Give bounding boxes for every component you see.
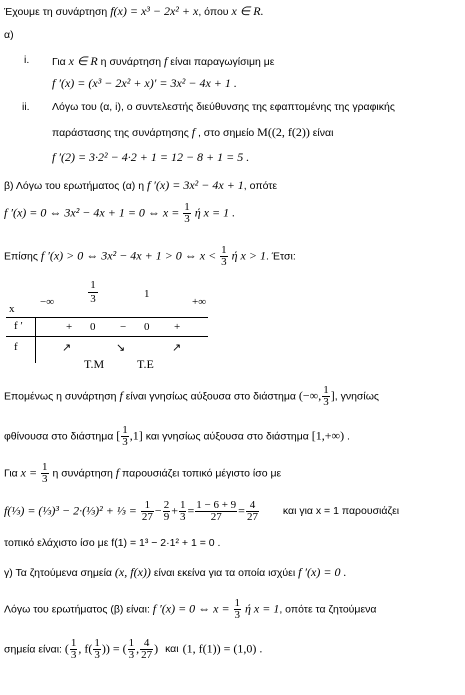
minimum-line: τοπικό ελάχιστο ίσο με f(1) = 1³ − 2·1² + 1 = 0 .: [4, 537, 221, 549]
item-ii-number: ii.: [22, 101, 30, 113]
sign-positive-1: +: [66, 321, 73, 333]
monotonic-line-1: Επομένως η συνάρτηση f είναι γνησίως αύξουσα στο διάστημα (−∞, $\frac{1}{3}$ ], γνησίως: [4, 384, 379, 408]
local-max-label: Τ.Μ: [84, 357, 105, 371]
fraction-one-third: $\frac{1}{3}$: [221, 244, 227, 268]
x-label: x: [9, 303, 15, 315]
part-c-line-1: γ) Τα ζητούμενα σημεία (x, f(x)) είναι εκείνα για τα οποία ισχύει f ′(x) = 0 .: [4, 565, 347, 579]
arrow-down-icon: ↘: [116, 342, 126, 354]
critical-point-one-third: 1 3: [88, 279, 98, 306]
item-ii-text-1: Λόγω του (α, i), ο συντελεστής διεύθυνσης της εφαπτομένης της γραφικής: [52, 101, 395, 113]
intro-line: [4, 4, 264, 19]
fraction-one-third: $\frac{1}{3}$: [184, 201, 190, 225]
sign-inequality: Επίσης f ′(x) > 0 ⇔ 3x² − 4x + 1 > 0 ⇔ x < $\frac{1}{3}$ ή x > 1. Έτσι:: [4, 244, 296, 268]
monotonic-line-2: φθίνουσα στο διάστημα [ $\frac{1}{3}$ ,1] και γνησίως αύξουσα στο διάστημα [1,+∞) .: [4, 424, 350, 448]
roots-equation: f ′(x) = 0 ⇔ 3x² − 4x + 1 = 0 ⇔ x = $\frac{1}{3}$ ή x = 1 .: [4, 201, 236, 225]
table-row-line: [6, 336, 208, 337]
intro-text: Έχουμε τη συνάρτηση: [4, 6, 111, 18]
part-a-label: α): [4, 29, 14, 41]
domain: x ∈ R.: [231, 4, 264, 18]
maximum-calculation: f(⅓) = (⅓)³ − 2·(⅓)² + ⅓ = $\frac{1}{27}$ − $\frac{2}{9}$ + $\frac{1}{3}$ = $\frac{1 - 6 + 9}{27}$ = $\frac{4}{27}$ και για x = 1 παρουσιάζει: [4, 499, 400, 523]
local-min-label: Τ.Ε: [137, 357, 154, 371]
function-def: f(x) = x³ − 2x² + x: [110, 4, 199, 18]
fraction-one-third: $\frac{1}{3}$: [42, 461, 48, 485]
f-label: f: [14, 341, 18, 353]
item-i-number: i.: [24, 54, 30, 66]
fraction-one-third: $\frac{1}{3}$: [234, 597, 241, 621]
critical-point-one: 1: [144, 288, 150, 300]
table-column-line: [35, 317, 36, 363]
table-header-line: [6, 317, 208, 318]
zero-1: 0: [90, 321, 96, 333]
part-c-line-3: σημεία είναι: ( $\frac{1}{3}$ , f( $\frac{1}{3}$ )) = ( $\frac{1}{3}$ , $\frac{4}{27}$ ) και (1, f(1)) = (1,0) .: [4, 637, 263, 661]
item-ii-text-2: παράστασης της συνάρτησης f , στο σημείο M((2, f(2)) είναι: [52, 125, 334, 139]
item-i-text: Για x ∈ R η συνάρτηση f είναι παραγωγίσιμη με: [52, 54, 275, 68]
maximum-line: Για x = $\frac{1}{3}$ η συνάρτηση f παρουσιάζει τοπικό μέγιστο ίσο με: [4, 461, 282, 485]
variation-table: [0, 279, 212, 373]
fraction-one-third: $\frac{1}{3}$: [122, 424, 128, 448]
slope-formula: f ′(2) = 3·2² − 4·2 + 1 = 12 − 8 + 1 = 5 .: [52, 150, 250, 164]
zero-2: 0: [144, 321, 150, 333]
minus-infinity: −∞: [40, 296, 55, 308]
arrow-up-icon: ↗: [172, 342, 182, 354]
sign-positive-2: +: [174, 321, 181, 333]
arrow-up-icon: ↗: [62, 342, 72, 354]
part-c-line-2: Λόγω του ερωτήματος (β) είναι: f ′(x) = 0 ⇔ x = $\frac{1}{3}$ ή x = 1, οπότε τα ζητούμενα: [4, 597, 377, 621]
derivative-formula: f ′(x) = (x³ − 2x² + x)′ = 3x² − 4x + 1 .: [52, 76, 237, 90]
part-b-intro: β) Λόγω του ερωτήματος (α) η f ′(x) = 3x² − 4x + 1, οπότε: [4, 178, 278, 192]
fraction-one-third: $\frac{1}{3}$: [323, 384, 329, 408]
sign-negative: −: [120, 321, 127, 333]
plus-infinity: +∞: [192, 296, 207, 308]
intro-text-2: , όπου: [198, 6, 232, 18]
fprime-label: f ′: [14, 320, 23, 332]
